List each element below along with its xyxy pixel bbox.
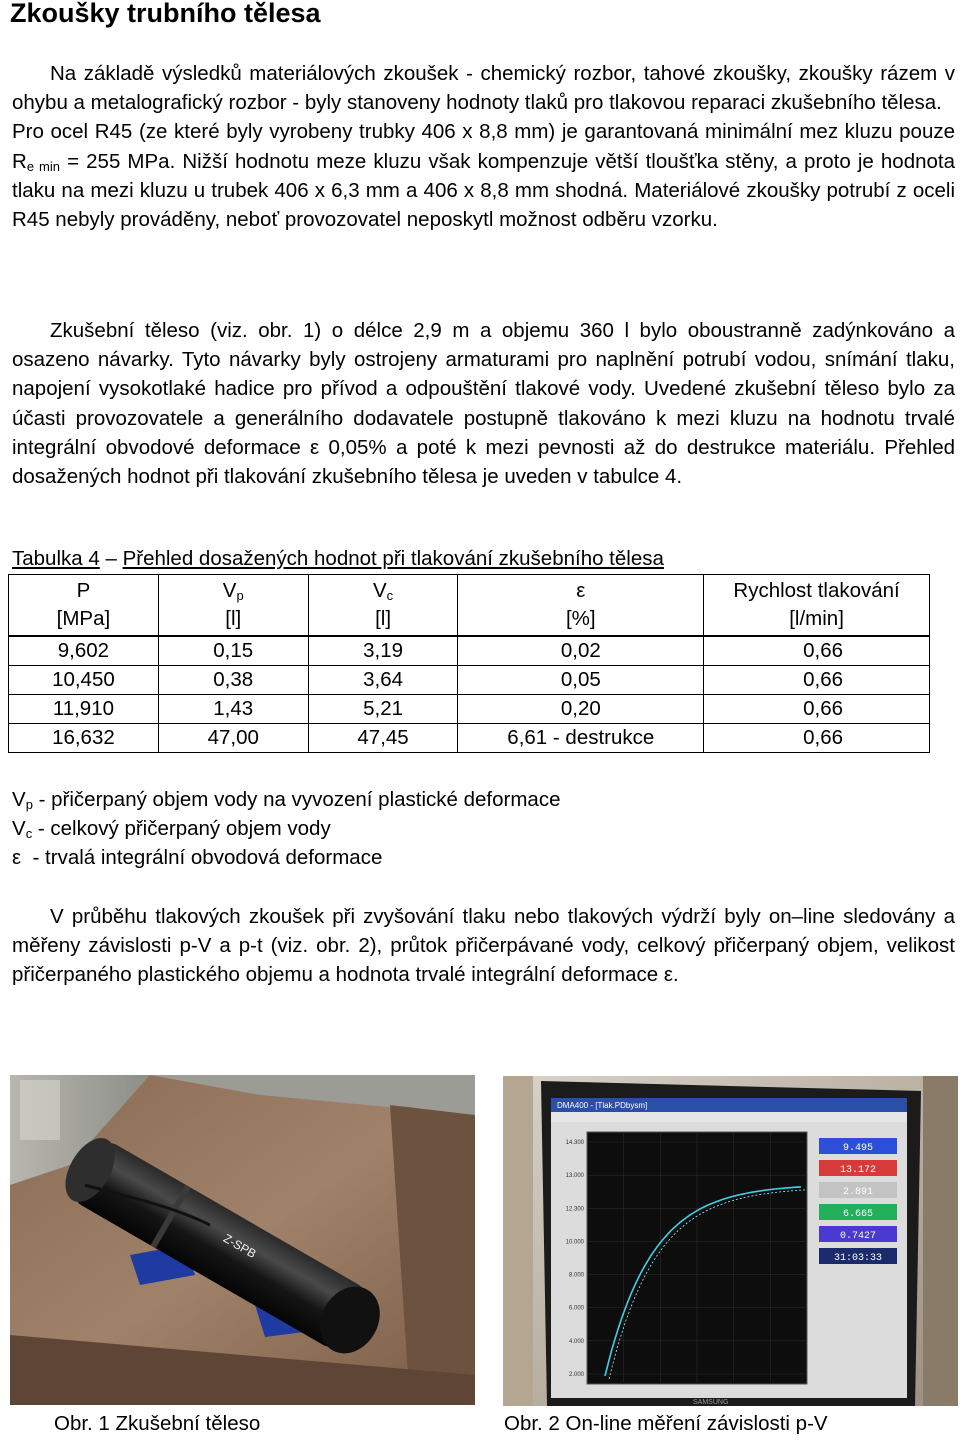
y-tick-label: 4.000 (568, 1338, 584, 1345)
column-header-symbol: Rychlost tlakování (733, 579, 900, 602)
column-header (9, 575, 159, 637)
column-header (158, 575, 308, 637)
column-header (704, 575, 930, 637)
paragraph-test-body (12, 316, 955, 491)
legend-item (12, 817, 331, 841)
table-cell: 1,43 (158, 695, 308, 724)
wall-right (923, 1076, 958, 1406)
figure-1-caption: Obr. 1 Zkušební těleso (54, 1412, 261, 1435)
table-cell: 0,20 (458, 695, 704, 724)
subscript: p (25, 797, 33, 812)
legend-symbol: V (12, 788, 26, 811)
monitor-brand: SAMSUNG (693, 1399, 729, 1406)
readout-value: 2.891 (842, 1187, 874, 1198)
column-header-unit: [l] (375, 607, 392, 630)
paragraph-text: V průběhu tlakových zkoušek při zvyšování tlaku nebo tlakových výdrží byly on–line sledovány a měřeny závislosti p-V a p-t (viz. obr. 2), průtok přičerpávané vody, celkový přičerpaný objem, velikost přičerpaného plastického objemu a hodnota trvalé integrální deformace ε. (12, 905, 955, 987)
table-cell: 10,450 (9, 666, 159, 695)
table-row (9, 636, 930, 666)
table-cell: 0,38 (158, 666, 308, 695)
table-row (9, 666, 930, 695)
readout-value: 31:03:33 (833, 1253, 883, 1264)
table-caption-text: Přehled dosažených hodnot při tlakování zkušebního tělesa (122, 547, 664, 570)
table-cell: 47,00 (158, 724, 308, 753)
column-header-unit: [l/min] (789, 607, 844, 630)
table-cell: 6,61 - destrukce (458, 724, 704, 753)
pipe-marking: Z-SPB (221, 1231, 259, 1261)
column-header-symbol: ε (576, 579, 586, 602)
table-cell: 9,602 (9, 636, 159, 666)
table-row (9, 695, 930, 724)
column-header (308, 575, 458, 637)
paragraph-sentence: Nižší hodnotu meze kluzu však kompenzuje větší tloušťka stěny, a proto je hodnota tlaku na mezi kluzu u trubek 406 x 6,3 mm a 406 x 8,8 mm shodná. Materiálové zkoušky potrubí z oceli R45 nebyly prováděny, neboť provozovatel neposkytl možnost odběru vzorku. (12, 149, 955, 232)
y-tick-label: 2.000 (568, 1372, 584, 1378)
table-cell: 16,632 (9, 724, 159, 753)
table-cell: 0,66 (704, 724, 930, 753)
table-cell: 11,910 (9, 695, 159, 724)
paragraph-sentence: Na základě výsledků materiálových zkoušek - chemický rozbor, tahové zkoušky, zkoušky rázem v ohybu a metalografický rozbor - byly stanoveny hodnoty tlaků pro tlakovou reparaci zkušebního tělesa. (12, 62, 955, 115)
paragraph-text: Zkušební těleso (viz. obr. 1) o délce 2,9 m a objemu 360 l bylo oboustranně zadýnkováno a osazeno návarky. Tyto návarky byly ostrojeny armaturami pro naplnění potrubí vodou, snímání tlaku, napojení vysokotlaké hadice pro přívod a odpouštění tlakové vody. Uvedené zkušební těleso bylo za účasti provozovatele a generálního dodavatele postupně tlakováno k mezi kluzu na hodnotu trvalé integrální obvodové deformace ε 0,05% a poté k mezi pevnosti až do destrukce materiálu. Přehled dosažených hodnot při tlakování zkušebního tělesa je uveden v tabulce 4. (12, 319, 955, 489)
figure-2-caption: Obr. 2 On-line měření závislosti p-V (504, 1412, 828, 1435)
table-cell: 0,15 (158, 636, 308, 666)
legend-text: - přičerpaný objem vody na vyvození plastické deformace (32, 788, 561, 811)
subscript: p (236, 588, 244, 603)
legend-item (12, 846, 382, 870)
legend-text: - celkový přičerpaný objem vody (32, 817, 331, 840)
table-cell: 5,21 (308, 695, 458, 724)
column-header-unit: [MPa] (56, 607, 111, 630)
photo-test-body (10, 1075, 475, 1405)
photo-monitor (503, 1076, 958, 1406)
window-title: DMA400 - [Tlak.PDbysm] (557, 1101, 648, 1110)
y-tick-label: 8.000 (568, 1272, 584, 1279)
paragraph-sentence: = 255 MPa. (60, 149, 176, 173)
table-caption-label: Tabulka 4 (12, 547, 100, 570)
paragraph-online-measurement (12, 902, 955, 990)
ladder (20, 1080, 60, 1140)
paragraph-test-values (12, 59, 955, 234)
legend-symbol: V (12, 817, 26, 840)
readout-value: 9.495 (842, 1143, 874, 1154)
table-header-row (9, 575, 930, 637)
table-cell: 0,66 (704, 636, 930, 666)
table-cell: 0,05 (458, 666, 704, 695)
column-header-unit: [l] (225, 607, 242, 630)
page-heading: Zkoušky trubního tělesa (10, 0, 321, 28)
table-cell: 3,64 (308, 666, 458, 695)
y-tick-label: 13.000 (565, 1173, 584, 1180)
readout-value: 13.172 (839, 1165, 877, 1176)
legend-text: - trvalá integrální obvodová deformace (21, 846, 383, 869)
results-table (8, 574, 930, 753)
table-cell: 3,19 (308, 636, 458, 666)
y-tick-label: 10.000 (565, 1239, 584, 1246)
column-header-symbol: V (372, 579, 387, 602)
table-cell: 0,66 (704, 695, 930, 724)
column-header-symbol: V (222, 579, 237, 602)
readout-value: 6.665 (842, 1209, 874, 1220)
table-cell: 0,02 (458, 636, 704, 666)
legend-symbol: ε (12, 846, 22, 869)
readout-value: 0.7427 (839, 1231, 877, 1242)
subscript: c (25, 826, 33, 841)
legend-item (12, 788, 560, 812)
paragraph-sentence: Pro ocel R45 (ze které byly vyrobeny trubky 406 x 8,8 mm) je garantovaná minimální mez kluzu pouze R (12, 120, 955, 173)
table-cell: 47,45 (308, 724, 458, 753)
column-header (458, 575, 704, 637)
y-tick-label: 12.300 (565, 1206, 584, 1213)
subscript: c (386, 588, 394, 603)
table-row (9, 724, 930, 753)
table-caption-dash: – (99, 547, 123, 570)
window-frame (503, 1076, 533, 1406)
subscript: e min (26, 158, 60, 174)
column-header-unit: [%] (565, 607, 596, 630)
table-caption (12, 547, 664, 571)
y-tick-label: 14.300 (565, 1140, 584, 1146)
column-header-symbol: P (76, 579, 91, 602)
table-cell: 0,66 (704, 666, 930, 695)
menu-bar (551, 1112, 907, 1122)
photo-test-body-drawing (10, 1075, 475, 1405)
y-tick-label: 6.000 (568, 1305, 584, 1312)
photo-monitor-drawing (503, 1076, 958, 1406)
